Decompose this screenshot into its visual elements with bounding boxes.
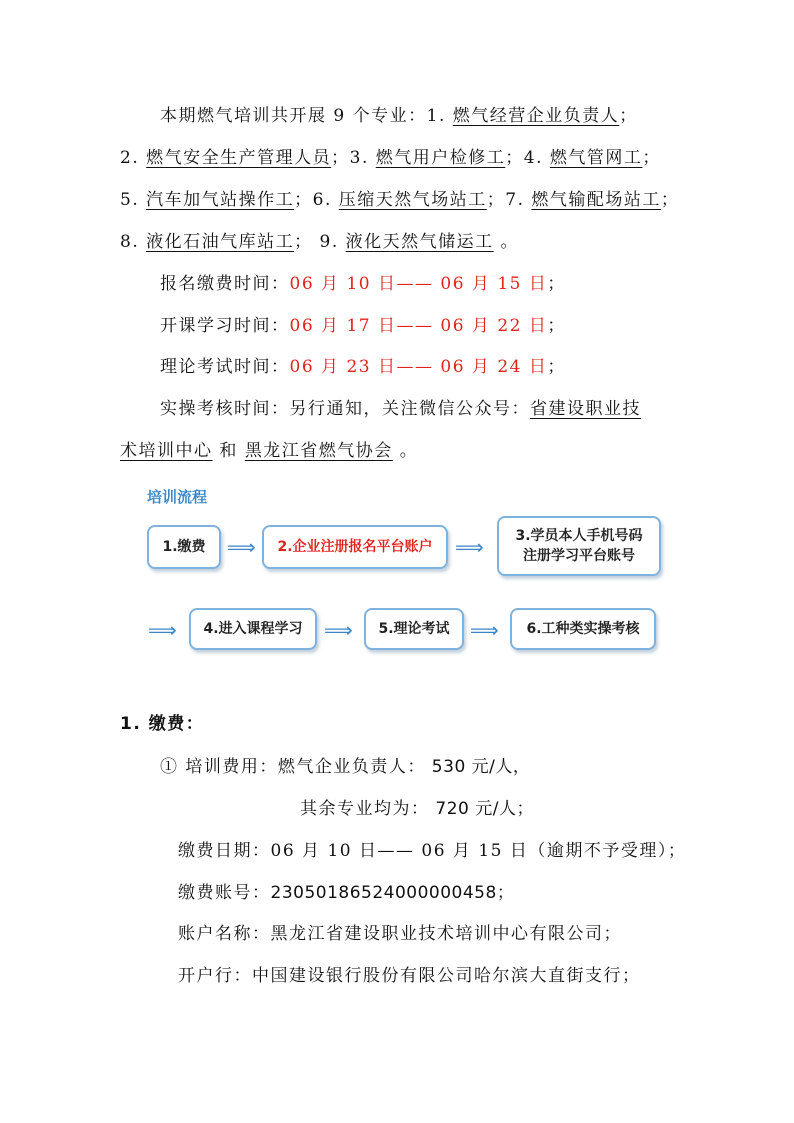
class-time-value: 06 月 17 日—— 06 月 22 日 (289, 316, 548, 336)
major-4: 燃气管网工 (549, 148, 643, 168)
major-9: 液化天然气储运工 (345, 232, 494, 252)
flow-step-4 (189, 608, 317, 650)
punct: ；4. (505, 148, 550, 168)
major-7: 燃气输配场站工 (531, 190, 661, 210)
major-num: 5. (120, 190, 147, 210)
flow-arrow-icon: ⟹ (455, 535, 484, 559)
class-time (160, 314, 566, 338)
flow-arrow-icon: ⟹ (148, 618, 177, 642)
class-time-label: 开课学习时间： (160, 316, 290, 336)
major-2: 燃气安全生产管理人员 (146, 148, 332, 168)
punct: ； (547, 316, 566, 336)
major-num: 2. (120, 148, 147, 168)
major-3: 燃气用户检修工 (375, 148, 506, 168)
flow-arrow-icon: ⟹ (324, 618, 353, 642)
flow-step-label: 2.企业注册报名平台账户 (277, 539, 433, 555)
fee-line (160, 755, 530, 779)
flow-step-5 (364, 608, 464, 650)
and-text: 和 (212, 441, 245, 461)
fee-label: ① 培训费用：燃气企业负责人： (160, 757, 426, 777)
punct: ；3. (331, 148, 376, 168)
practical-time-cont (120, 439, 418, 463)
flow-step-label: 注册学习平台账号 (523, 548, 635, 564)
registration-time-label: 报名缴费时间： (160, 274, 290, 294)
majors-line-4 (120, 230, 519, 254)
training-flow-title: 培训流程 (147, 488, 208, 506)
fee-other: 720 元/人； (429, 799, 534, 819)
flow-step-label: 5.理论考试 (378, 621, 450, 637)
punct: ； (547, 274, 566, 294)
fee-other-label: 其余专业均为： (300, 799, 430, 819)
major-1: 燃气经营企业负责人 (452, 106, 620, 126)
flow-step-label: 4.进入课程学习 (203, 621, 303, 637)
practical-time-text: 实操考核时间：另行通知，关注微信公众号： (160, 399, 530, 419)
account-name-value: 黑龙江省建设职业技术培训中心有限公司； (270, 924, 622, 944)
fee-manager: 530 元/人， (425, 757, 531, 777)
punct: ； (660, 190, 680, 210)
major-5: 汽车加气站操作工 (146, 190, 295, 210)
flow-step-label: 1.缴费 (162, 539, 206, 555)
account-name-line (178, 922, 622, 946)
major-num: 8. (120, 232, 147, 252)
flow-step-label: 6.工种类实操考核 (526, 621, 640, 637)
registration-time-value: 06 月 10 日—— 06 月 15 日 (289, 274, 548, 294)
bank-value: 中国建设银行股份有限公司哈尔滨大直街支行； (252, 966, 641, 986)
exam-time-value: 06 月 23 日—— 06 月 24 日 (289, 357, 548, 377)
account-line (178, 881, 514, 905)
fee-other-line (300, 797, 534, 821)
flow-step-label: 3.学员本人手机号码 (515, 528, 643, 544)
punct: ； 9. (294, 232, 346, 252)
flow-arrow-icon: ⟹ (470, 618, 499, 642)
account-label: 缴费账号： (178, 883, 271, 903)
punct: ；6. (294, 190, 339, 210)
exam-time (160, 355, 566, 379)
flow-arrow-icon: ⟹ (227, 535, 256, 559)
majors-line-2 (120, 146, 661, 170)
punct: 。 (392, 441, 419, 461)
flow-step-3 (497, 516, 661, 576)
wechat-account-1: 省建设职业技 (530, 399, 641, 419)
punct: 。 (493, 232, 520, 252)
flow-step-1 (147, 525, 221, 569)
major-6: 压缩天然气场站工 (338, 190, 487, 210)
punct: ； (619, 106, 638, 126)
account-name-label: 账户名称： (178, 924, 271, 944)
account-number: 23050186524000000458； (270, 883, 515, 903)
payment-date-line (178, 839, 686, 863)
exam-time-label: 理论考试时间： (160, 357, 290, 377)
majors-line-1 (160, 104, 638, 128)
punct: ；7. (486, 190, 532, 210)
payment-date-label: 缴费日期： (178, 841, 271, 861)
major-8: 液化石油气库站工 (146, 232, 295, 252)
majors-line-3 (120, 188, 679, 212)
payment-date-value: 06 月 10 日—— 06 月 15 日（逾期不予受理）； (270, 841, 687, 861)
registration-time (160, 272, 566, 296)
flow-step-2 (262, 525, 448, 569)
flow-step-6 (510, 608, 656, 650)
wechat-account-2: 黑龙江省燃气协会 (244, 441, 393, 461)
punct: ； (642, 148, 661, 168)
bank-line (178, 964, 641, 988)
punct: ； (547, 357, 566, 377)
majors-intro-text: 本期燃气培训共开展 9 个专业：1. (160, 106, 453, 126)
bank-label: 开户行： (178, 966, 252, 986)
wechat-account-1-cont: 术培训中心 (120, 441, 213, 461)
payment-heading: 1. 缴费： (120, 714, 205, 734)
practical-time (160, 397, 641, 421)
